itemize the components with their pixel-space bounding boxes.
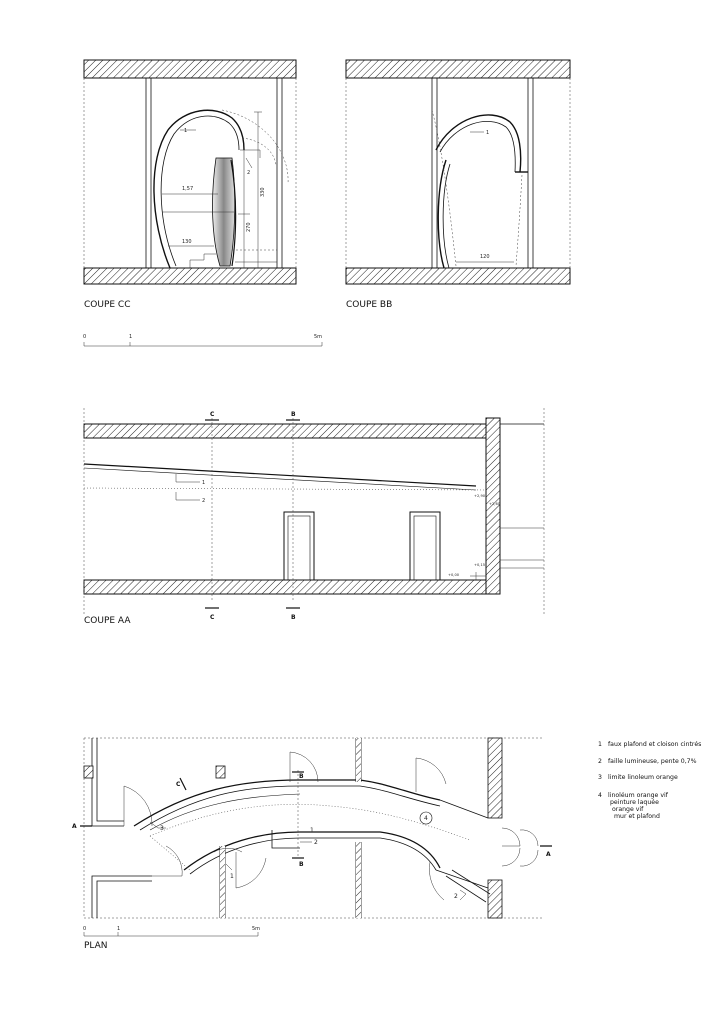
section-bb-title: COUPE BB	[346, 300, 393, 310]
plan-room-number: 4	[424, 815, 428, 822]
legend-text-2: faille lumineuse, pente 0,7%	[608, 758, 697, 765]
legend	[598, 740, 701, 820]
aa-callout-2: 2	[202, 498, 206, 504]
plan-cut-c: C	[176, 781, 181, 788]
aa-level-1: +2,90	[474, 494, 486, 498]
cc-dim-column: 270	[246, 222, 252, 232]
plan-cut-a-right: A	[546, 851, 551, 858]
scale-top-1: 1	[129, 334, 133, 340]
legend-text-3: limite linoleum orange	[608, 774, 678, 781]
scale-top-5m: 5m	[314, 334, 323, 340]
plan-cut-b-bottom: B	[299, 861, 304, 868]
scale-bar-bottom	[84, 932, 258, 936]
section-cc-title: COUPE CC	[84, 300, 131, 310]
aa-level-4: +0,00	[448, 573, 460, 577]
legend-num-3: 3	[598, 774, 602, 781]
aa-cut-b-bottom: B	[291, 614, 296, 621]
plan-callout-2a: 2	[314, 839, 318, 846]
plan-callout-1: 1	[310, 827, 314, 834]
legend-text-4b: peinture laquée	[610, 799, 659, 806]
plan-callout-2b: 2	[454, 893, 458, 900]
plan-cut-b-top: B	[299, 773, 304, 780]
bb-dim-width: 120	[480, 254, 490, 260]
aa-cut-b-top: B	[291, 411, 296, 418]
aa-level-2: +2,60	[489, 502, 501, 506]
legend-num-4: 4	[598, 792, 602, 799]
scale-bottom-1: 1	[117, 926, 121, 932]
scale-bar-top	[84, 342, 322, 346]
aa-level-3: +0,15	[474, 563, 486, 567]
scale-top-0: 0	[83, 334, 87, 340]
section-bb-drawing	[346, 60, 570, 284]
legend-num-1: 1	[598, 741, 602, 748]
legend-text-4a: linoléum orange vif	[608, 792, 668, 799]
plan-drawing	[80, 738, 552, 918]
legend-text-4c: orange vif	[612, 806, 644, 813]
aa-cut-c-bottom: C	[210, 614, 215, 621]
aa-callout-1: 1	[202, 480, 206, 486]
bb-callout-1: 1	[486, 130, 490, 136]
scale-bottom-5m: 5m	[252, 926, 261, 932]
plan-cut-a-left: A	[72, 823, 77, 830]
cc-dim-width: 1,57	[182, 186, 194, 192]
plan-callout-3: 3	[160, 825, 164, 832]
legend-num-2: 2	[598, 758, 602, 765]
legend-text-1: faux plafond et cloison cintrés	[608, 741, 702, 748]
section-cc-drawing	[84, 60, 296, 284]
section-aa-drawing	[84, 408, 544, 614]
aa-cut-c-top: C	[210, 411, 215, 418]
cc-callout-1: 1	[184, 128, 188, 134]
plan-title: PLAN	[84, 941, 108, 951]
scale-bottom-0: 0	[83, 926, 87, 932]
legend-text-4d: mur et plafond	[614, 813, 660, 820]
cc-dim-height: 330	[260, 187, 266, 197]
cc-callout-2: 2	[247, 170, 251, 176]
plan-callout-1b: 1	[230, 873, 234, 880]
cc-dim-bottom: 130	[182, 239, 192, 245]
section-aa-title: COUPE AA	[84, 616, 131, 626]
